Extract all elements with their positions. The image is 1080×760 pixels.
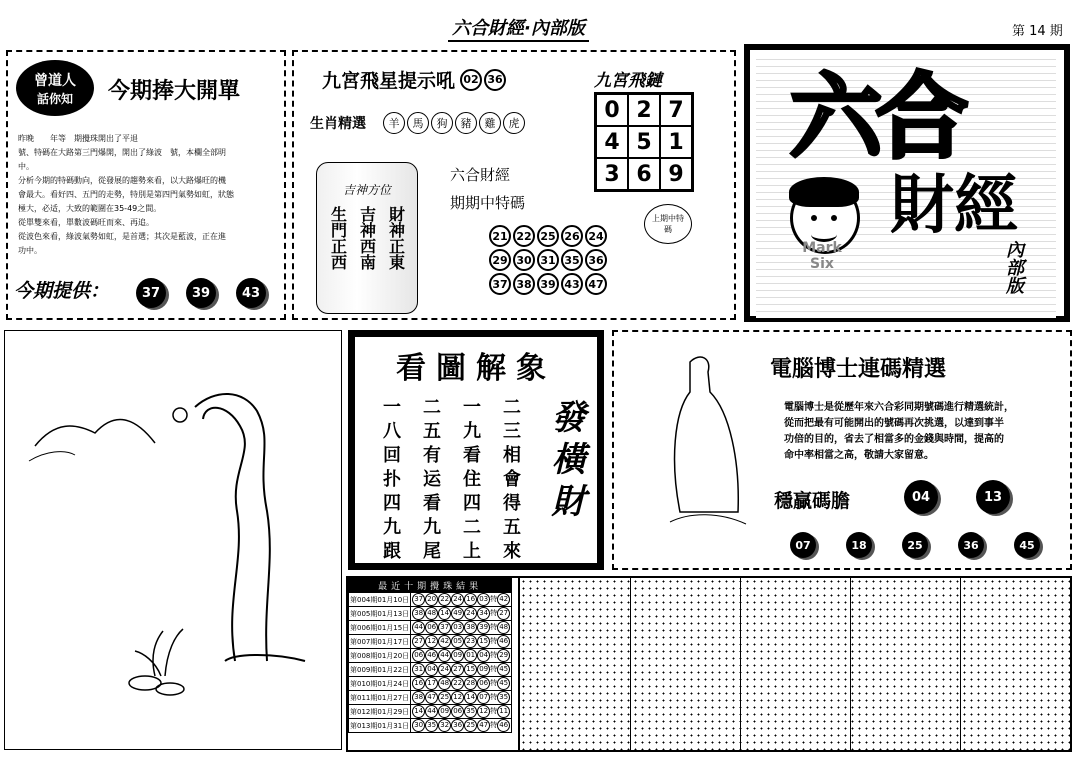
zodiac-item: 羊 bbox=[383, 112, 405, 134]
safe-label: 穩贏碼膽 bbox=[774, 490, 851, 512]
result-ball: 17 bbox=[425, 677, 438, 690]
special-mark: 特 bbox=[490, 595, 498, 603]
result-ball: 24 bbox=[451, 593, 464, 606]
title-numbers bbox=[459, 68, 507, 92]
special-label-2: 期期中特碼 bbox=[450, 194, 526, 212]
special-ball: 26 bbox=[561, 225, 583, 247]
result-numbers bbox=[411, 677, 512, 691]
special-ball: 38 bbox=[513, 273, 535, 295]
result-period: 第012期01月29日 bbox=[349, 705, 411, 719]
grid-title: 九宮飛鏈 bbox=[594, 71, 662, 91]
special-mark: 特 bbox=[490, 693, 498, 701]
result-ball: 31 bbox=[412, 663, 425, 676]
special-ball: 24 bbox=[585, 225, 607, 247]
special-ball: 43 bbox=[561, 273, 583, 295]
grid-cell: 5 bbox=[628, 126, 660, 158]
pick-ball: 07 bbox=[790, 532, 816, 558]
result-row bbox=[349, 677, 512, 691]
result-ball: 34 bbox=[477, 607, 490, 620]
doctor-title: 電腦博士連碼精選 bbox=[770, 357, 947, 382]
result-ball: 20 bbox=[425, 593, 438, 606]
special-label-1: 六合財經 bbox=[450, 166, 511, 184]
talk-line: 極大，必适，大致的範圍在35-49之間。 bbox=[18, 204, 162, 213]
result-ball: 49 bbox=[451, 607, 464, 620]
result-ball: 12 bbox=[451, 691, 464, 704]
special-ball: 35 bbox=[561, 249, 583, 271]
special-ball: 47 bbox=[585, 273, 607, 295]
special-ball: 30 bbox=[513, 249, 535, 271]
result-numbers bbox=[411, 635, 512, 649]
title-ball: 36 bbox=[484, 69, 506, 91]
result-period: 第004期01月10日 bbox=[349, 593, 411, 607]
result-row bbox=[349, 593, 512, 607]
offer-ball: 43 bbox=[236, 278, 266, 308]
result-ball: 35 bbox=[464, 705, 477, 718]
talk-line: 從波色來看，綠波氣勢如虹，是首選；其次是藍波，正在進 bbox=[18, 232, 226, 241]
special-ball: 22 bbox=[513, 225, 535, 247]
result-ball: 03 bbox=[451, 621, 464, 634]
result-ball: 24 bbox=[438, 663, 451, 676]
last-special-stamp: 上期中特碼 bbox=[644, 204, 692, 244]
result-period: 第006期01月15日 bbox=[349, 621, 411, 635]
result-ball: 01 bbox=[464, 649, 477, 662]
special-row bbox=[488, 224, 608, 248]
result-ball: 07 bbox=[477, 691, 490, 704]
result-ball: 48 bbox=[438, 677, 451, 690]
picture-column: 二五有运看九尾 bbox=[420, 397, 441, 565]
mark-six-text: Mark Six bbox=[802, 240, 842, 272]
pick-numbers bbox=[790, 532, 1040, 558]
result-numbers bbox=[411, 705, 512, 719]
grid-cell: 2 bbox=[628, 94, 660, 127]
picture-column: 二三相會得五來 bbox=[500, 397, 521, 565]
grid-cell: 6 bbox=[628, 158, 660, 191]
result-special-ball: 29 bbox=[497, 649, 510, 662]
result-numbers bbox=[411, 691, 512, 705]
result-numbers bbox=[411, 719, 512, 733]
zodiac-item: 狗 bbox=[431, 112, 453, 134]
result-ball: 14 bbox=[412, 705, 425, 718]
result-ball: 09 bbox=[477, 663, 490, 676]
result-special-ball: 42 bbox=[497, 593, 510, 606]
result-ball: 23 bbox=[464, 635, 477, 648]
illustration-panel bbox=[4, 330, 342, 750]
result-ball: 44 bbox=[425, 705, 438, 718]
special-mark: 特 bbox=[490, 679, 498, 687]
special-ball: 31 bbox=[537, 249, 559, 271]
doctor-line: 命中率相當之高，敬請大家留意。 bbox=[784, 450, 934, 461]
result-ball: 47 bbox=[425, 691, 438, 704]
safe-ball: 13 bbox=[976, 480, 1010, 514]
zodiac-item: 豬 bbox=[455, 112, 477, 134]
luck-scroll bbox=[316, 162, 418, 314]
result-period: 第007期01月17日 bbox=[349, 635, 411, 649]
special-mark: 特 bbox=[490, 721, 498, 729]
zodiac-label: 生肖精選 bbox=[310, 116, 366, 132]
result-ball: 12 bbox=[425, 635, 438, 648]
result-numbers bbox=[411, 607, 512, 621]
result-ball: 42 bbox=[438, 635, 451, 648]
pick-ball: 25 bbox=[902, 532, 928, 558]
results-panel bbox=[346, 576, 1072, 752]
result-special-ball: 45 bbox=[497, 677, 510, 690]
doctor-line: 功倍的目的，省去了相當多的金錢與時間，提高的 bbox=[784, 434, 1004, 445]
offer-label: 今期提供： bbox=[14, 280, 110, 302]
result-ball: 27 bbox=[451, 663, 464, 676]
result-period: 第013期01月31日 bbox=[349, 719, 411, 733]
special-row bbox=[488, 272, 608, 296]
special-mark: 特 bbox=[490, 637, 498, 645]
safe-ball: 04 bbox=[904, 480, 938, 514]
result-ball: 15 bbox=[464, 663, 477, 676]
special-numbers bbox=[488, 224, 608, 296]
result-ball: 27 bbox=[412, 635, 425, 648]
result-ball: 16 bbox=[464, 593, 477, 606]
result-period: 第008期01月20日 bbox=[349, 649, 411, 663]
talk-badge bbox=[16, 60, 94, 116]
result-ball: 25 bbox=[438, 691, 451, 704]
result-ball: 04 bbox=[425, 663, 438, 676]
grid-cell: 1 bbox=[660, 126, 693, 158]
trend-chart bbox=[518, 578, 1072, 750]
logo-side: 內部版 bbox=[1003, 240, 1024, 294]
results-title: 最近十期攪珠結果 bbox=[349, 579, 512, 593]
nine-grid bbox=[594, 92, 694, 192]
ninepalace-title: 九宮飛星提示吼 bbox=[322, 70, 456, 92]
special-ball: 36 bbox=[585, 249, 607, 271]
result-row bbox=[349, 719, 512, 733]
picture-panel bbox=[348, 330, 604, 570]
result-ball: 44 bbox=[412, 621, 425, 634]
picture-columns bbox=[377, 397, 523, 565]
talk-line: 中。 bbox=[18, 162, 34, 171]
result-period: 第011期01月27日 bbox=[349, 691, 411, 705]
result-period: 第005期01月13日 bbox=[349, 607, 411, 621]
grid-cell: 0 bbox=[596, 94, 629, 127]
result-ball: 15 bbox=[477, 635, 490, 648]
ninepalace-panel bbox=[292, 50, 736, 320]
issue-number: 第 14 期 bbox=[1012, 24, 1063, 39]
doctor-line: 電腦博士是從歷年來六合彩同期號碼進行精選統計， bbox=[784, 402, 1014, 413]
special-mark: 特 bbox=[490, 707, 498, 715]
picture-title: 看圖解象 bbox=[396, 351, 556, 386]
special-mark: 特 bbox=[490, 651, 498, 659]
zodiac-item: 馬 bbox=[407, 112, 429, 134]
luck-title: 吉神方位 bbox=[342, 183, 391, 197]
luck-column: 財神正東 bbox=[386, 206, 406, 270]
talk-body bbox=[18, 132, 280, 258]
result-row bbox=[349, 705, 512, 719]
offer-ball: 37 bbox=[136, 278, 166, 308]
talk-line: 號、特碼在大路第三門爆開，開出了綠波 號，本欄全部明 bbox=[18, 148, 226, 157]
pick-ball: 45 bbox=[1014, 532, 1040, 558]
result-ball: 38 bbox=[464, 621, 477, 634]
result-ball: 48 bbox=[425, 607, 438, 620]
sage-figure-icon bbox=[650, 352, 750, 532]
special-mark: 特 bbox=[490, 665, 498, 673]
grid-cell: 9 bbox=[660, 158, 693, 191]
result-ball: 14 bbox=[438, 607, 451, 620]
grid-cell: 7 bbox=[660, 94, 693, 127]
result-ball: 03 bbox=[477, 593, 490, 606]
result-ball: 46 bbox=[425, 649, 438, 662]
logo-main: 六合 bbox=[790, 63, 963, 171]
title-ball: 02 bbox=[460, 69, 482, 91]
logo-sub: 財經 bbox=[890, 168, 1018, 243]
badge-line-2: 話你知 bbox=[36, 92, 73, 106]
talk-line: 會最大。看好四、五門的走勢，特別是第四門氣勢如虹，狀態 bbox=[18, 190, 234, 199]
safe-numbers bbox=[904, 480, 1010, 514]
result-special-ball: 46 bbox=[497, 635, 510, 648]
special-mark: 特 bbox=[490, 623, 498, 631]
result-ball: 09 bbox=[451, 649, 464, 662]
result-ball: 06 bbox=[425, 621, 438, 634]
special-mark: 特 bbox=[490, 609, 498, 617]
result-special-ball: 46 bbox=[497, 719, 510, 732]
result-row bbox=[349, 635, 512, 649]
result-ball: 36 bbox=[451, 719, 464, 732]
result-ball: 37 bbox=[412, 593, 425, 606]
brand-header: 六合財經·內部版 bbox=[448, 14, 589, 42]
pick-ball: 18 bbox=[846, 532, 872, 558]
result-ball: 22 bbox=[451, 677, 464, 690]
zodiac-item: 雞 bbox=[479, 112, 501, 134]
doctor-line: 從而把最有可能開出的號碼再次挑選，以達到事半 bbox=[784, 418, 1004, 429]
doctor-body bbox=[784, 400, 1014, 464]
result-ball: 24 bbox=[464, 607, 477, 620]
result-ball: 06 bbox=[412, 649, 425, 662]
result-ball: 30 bbox=[412, 719, 425, 732]
result-ball: 32 bbox=[438, 719, 451, 732]
luck-columns bbox=[317, 206, 417, 270]
pick-ball: 36 bbox=[958, 532, 984, 558]
grid-cell: 4 bbox=[596, 126, 629, 158]
result-numbers bbox=[411, 663, 512, 677]
special-ball: 29 bbox=[489, 249, 511, 271]
luck-column: 吉神西南 bbox=[357, 206, 377, 270]
picture-column: 一九看住四二上 bbox=[460, 397, 481, 565]
result-numbers bbox=[411, 649, 512, 663]
result-ball: 38 bbox=[412, 691, 425, 704]
result-ball: 22 bbox=[438, 593, 451, 606]
result-ball: 16 bbox=[412, 677, 425, 690]
result-period: 第009期01月22日 bbox=[349, 663, 411, 677]
result-special-ball: 48 bbox=[497, 621, 510, 634]
zodiac-list bbox=[382, 112, 526, 134]
doctor-panel bbox=[612, 330, 1072, 570]
logo-panel bbox=[744, 44, 1070, 322]
result-ball: 35 bbox=[425, 719, 438, 732]
talk-line: 從單雙來看，單數波碼旺而來、再追。 bbox=[18, 218, 154, 227]
result-ball: 47 bbox=[477, 719, 490, 732]
result-ball: 04 bbox=[477, 649, 490, 662]
result-special-ball: 11 bbox=[497, 705, 510, 718]
result-ball: 28 bbox=[464, 677, 477, 690]
result-period: 第010期01月24日 bbox=[349, 677, 411, 691]
result-ball: 12 bbox=[477, 705, 490, 718]
result-special-ball: 27 bbox=[497, 607, 510, 620]
talk-line: 功中。 bbox=[18, 246, 42, 255]
result-ball: 09 bbox=[438, 705, 451, 718]
result-special-ball: 35 bbox=[497, 691, 510, 704]
result-ball: 44 bbox=[438, 649, 451, 662]
result-ball: 25 bbox=[464, 719, 477, 732]
special-row bbox=[488, 248, 608, 272]
offer-ball: 39 bbox=[186, 278, 216, 308]
result-ball: 39 bbox=[477, 621, 490, 634]
result-ball: 06 bbox=[477, 677, 490, 690]
result-ball: 06 bbox=[451, 705, 464, 718]
grid-cell: 3 bbox=[596, 158, 629, 191]
tree-illustration bbox=[5, 331, 341, 749]
picture-column: 一八回扑四九跟 bbox=[380, 397, 401, 565]
result-ball: 14 bbox=[464, 691, 477, 704]
result-ball: 38 bbox=[412, 607, 425, 620]
special-ball: 21 bbox=[489, 225, 511, 247]
special-ball: 25 bbox=[537, 225, 559, 247]
picture-big: 發橫財 bbox=[545, 399, 585, 525]
special-ball: 39 bbox=[537, 273, 559, 295]
result-special-ball: 45 bbox=[497, 663, 510, 676]
result-numbers bbox=[411, 621, 512, 635]
results-table bbox=[348, 578, 512, 733]
badge-line-1: 曾道人 bbox=[34, 73, 76, 89]
result-row bbox=[349, 607, 512, 621]
result-ball: 37 bbox=[438, 621, 451, 634]
result-row bbox=[349, 649, 512, 663]
talk-line: 昨晚 年等 期攪珠開出了平退 bbox=[18, 134, 138, 143]
special-ball: 37 bbox=[489, 273, 511, 295]
luck-column: 生門正西 bbox=[328, 206, 348, 270]
result-numbers bbox=[411, 593, 512, 607]
talk-line: 分析今期的特碼動向，從發展的趨勢來看，以大路爆旺的機 bbox=[18, 176, 226, 185]
result-row bbox=[349, 621, 512, 635]
zodiac-item: 虎 bbox=[503, 112, 525, 134]
result-row bbox=[349, 663, 512, 677]
talk-title: 今期捧大開單 bbox=[108, 79, 241, 104]
offer-numbers bbox=[126, 278, 276, 308]
result-row bbox=[349, 691, 512, 705]
result-ball: 05 bbox=[451, 635, 464, 648]
talk-panel bbox=[6, 50, 286, 320]
